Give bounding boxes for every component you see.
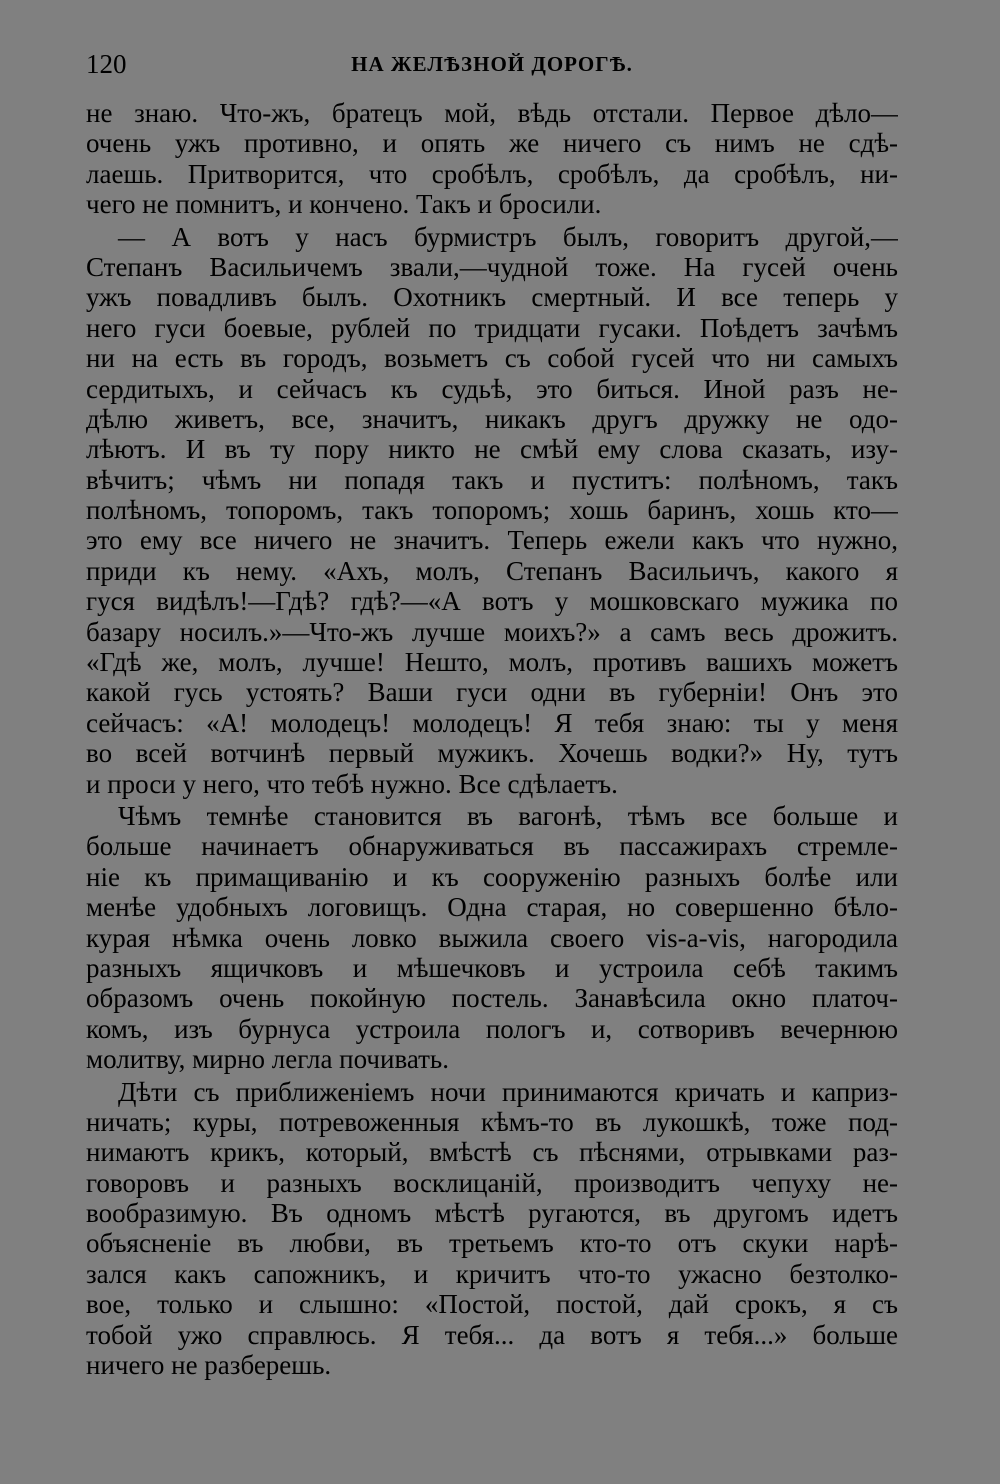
- text-line: ничего не разберешь.: [86, 1350, 332, 1381]
- text-line: приди къ нему. «Ахъ, молъ, Степанъ Васильичъ, какого я: [86, 555, 898, 586]
- paragraph: [86, 1077, 898, 1381]
- text-line: сейчасъ: «А! молодецъ! молодецъ! Я тебя знаю: ты у меня: [86, 707, 898, 738]
- text-line: образомъ очень покойную постель. Занавѣсила окно платоч-: [86, 983, 898, 1014]
- text-line: — А вотъ у насъ бурмистръ былъ, говоритъ другой,—: [118, 221, 898, 252]
- text-line: говоровъ и разныхъ восклицаній, производитъ чепуху не-: [86, 1167, 898, 1198]
- text-line: менѣе удобныхъ логовищъ. Одна старая, но совершенно бѣло-: [86, 892, 898, 923]
- text-line: ужъ повадливъ былъ. Охотникъ смертный. И все теперь у: [86, 282, 898, 313]
- text-line: полѣномъ, топоромъ, такъ топоромъ; хошь баринъ, хошь кто—: [86, 495, 898, 526]
- text-line: чего не помнитъ, и кончено. Такъ и бросили.: [86, 189, 602, 220]
- text-line: очень ужъ противно, и опять же ничего съ нимъ не сдѣ-: [86, 128, 898, 159]
- text-line: вѣчитъ; чѣмъ ни попадя такъ и пуститъ: полѣномъ, такъ: [86, 464, 898, 495]
- text-line: молитву, мирно легла почивать.: [86, 1044, 449, 1075]
- text-line: Чѣмъ темнѣе становится въ вагонѣ, тѣмъ все больше и: [118, 800, 898, 831]
- text-line: вое, только и слышно: «Постой, постой, дай срокъ, я съ: [86, 1289, 898, 1320]
- text-line: гуся видѣлъ!—Гдѣ? гдѣ?—«А вотъ у мошковскаго мужика по: [86, 586, 898, 617]
- page-header: [86, 46, 898, 82]
- text-line: лаешь. Притворится, что сробѣлъ, сробѣлъ, да сробѣлъ, ни-: [86, 158, 898, 189]
- text-line: это ему все ничего не значитъ. Теперь ежели какъ что нужно,: [86, 525, 898, 556]
- text-line: комъ, изъ бурнуса устроила пологъ и, сотворивъ вечернюю: [86, 1013, 898, 1044]
- text-line: Степанъ Васильичемъ звали,—чудной тоже. На гусей очень: [86, 251, 898, 282]
- text-line: Дѣти съ приближеніемъ ночи принимаются кричать и каприз-: [118, 1076, 898, 1107]
- text-line: не знаю. Что-жъ, братецъ мой, вѣдь отстали. Первое дѣло—: [86, 98, 898, 128]
- text-line: зался какъ сапожникъ, и кричитъ что-то ужасно безтолко-: [86, 1258, 898, 1289]
- text-line: нимаютъ крикъ, который, вмѣстѣ съ пѣснями, отрывками раз-: [86, 1137, 898, 1168]
- text-line: лѣютъ. И въ ту пору никто не смѣй ему слова сказать, изу-: [86, 434, 898, 465]
- text-line: разныхъ ящичковъ и мѣшечковъ и устроила себѣ такимъ: [86, 952, 898, 983]
- text-line: вообразимую. Въ одномъ мѣстѣ ругаются, въ другомъ идетъ: [86, 1198, 898, 1229]
- text-line: тобой ужо справлюсь. Я тебя... да вотъ я тебя...» больше: [86, 1319, 898, 1350]
- text-line: ни на есть въ городъ, возьметъ съ собой гусей что ни самыхъ: [86, 343, 898, 374]
- text-line: и проси у него, что тебѣ нужно. Все сдѣлаетъ.: [86, 768, 618, 799]
- paragraph: [86, 801, 898, 1075]
- text-line: него гуси боевые, рублей по тридцати гусаки. Поѣдетъ зачѣмъ: [86, 312, 898, 343]
- text-line: «Гдѣ же, молъ, лучше! Нешто, молъ, противъ вашихъ можетъ: [86, 647, 898, 678]
- paragraph: [86, 222, 898, 799]
- text-line: базару носилъ.»—Что-жъ лучше моихъ?» а самъ весь дрожитъ.: [86, 616, 898, 647]
- text-line: сердитыхъ, и сейчасъ къ судьѣ, это биться. Иной разъ не-: [86, 373, 898, 404]
- text-line: какой гусь устоять? Ваши гуси одни въ губерніи! Онъ это: [86, 677, 898, 708]
- text-line: ничать; куры, потревоженныя кѣмъ-то въ лукошкѣ, тоже под-: [86, 1106, 898, 1137]
- page-number: 120: [86, 49, 127, 79]
- running-title: НА ЖЕЛѢЗНОЙ ДОРОГѢ.: [351, 52, 633, 76]
- text-line: дѣлю живетъ, все, значитъ, никакъ другъ дружку не одо-: [86, 403, 898, 434]
- text-line: ніе къ примащиванію и къ сооруженію разныхъ болѣе или: [86, 861, 898, 892]
- text-line: объясненіе въ любви, въ третьемъ кто-то отъ скуки нарѣ-: [86, 1228, 898, 1259]
- text-line: больше начинаетъ обнаруживаться въ пассажирахъ стремле-: [86, 831, 898, 862]
- text-line: курая нѣмка очень ловко выжила своего vis-a-vis, нагородила: [86, 922, 898, 953]
- text-line: во всей вотчинѣ первый мужикъ. Хочешь водки?» Ну, тутъ: [86, 738, 898, 769]
- text-body: [86, 98, 898, 1380]
- paragraph: [86, 98, 898, 220]
